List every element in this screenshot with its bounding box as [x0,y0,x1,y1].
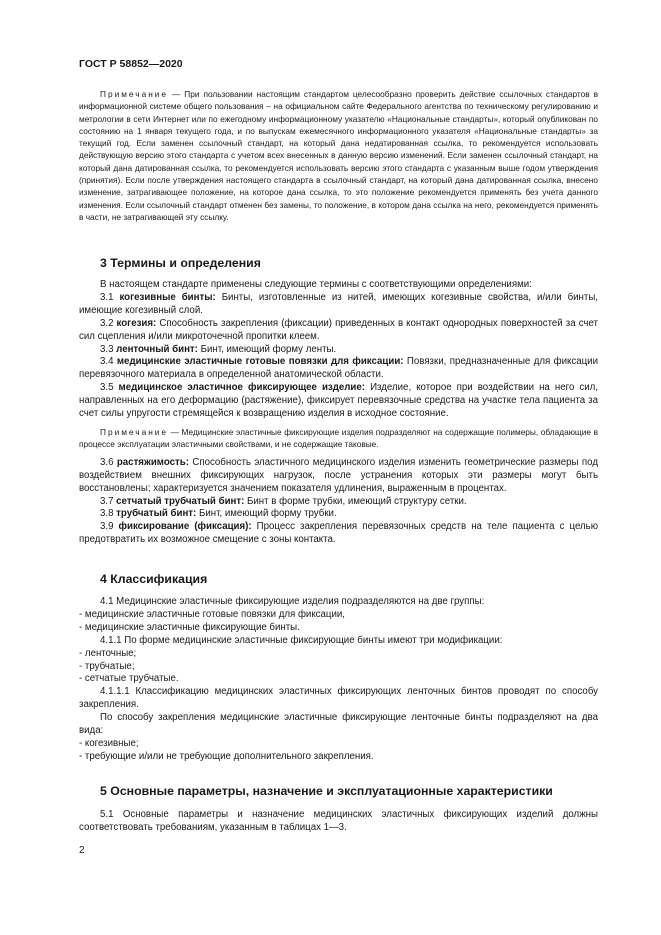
list-item: - когезивные; [79,737,139,749]
list-item: - сетчатые трубчатые. [79,673,179,685]
section-5-body [79,809,598,835]
term-3-2: 3.2 когезия: Способность закрепления (фиксации) приведенных в контакт однородных поверхностей за счет сил сцепления и/или микроточечной пропитки клеем. [79,317,598,342]
term-3-9: 3.9 фиксирование (фиксация): Процесс закрепления перевязочных средств на теле пациента с целью предотвратить их возможное смещение с зоны контакта. [79,521,598,546]
term-3-4: 3.4 медицинские эластичные готовые повязки для фиксации: Повязки, предназначенные для фиксации перевязочного материала в определенной анатомической области. [79,356,598,381]
section-3-heading: 3 Термины и определения [100,256,261,270]
section-4-body [79,596,598,764]
reference-note [79,88,598,223]
list-item: По способу закрепления медицинские эластичные фиксирующие ленточные бинты подразделяют на два вида: [79,712,598,737]
list-item: - требующие и/или не требующие дополнительного закрепления. [79,750,374,762]
term-3-8: 3.8 трубчатый бинт: Бинт, имеющий форму трубки. [100,508,337,520]
list-item: - медицинские эластичные фиксирующие бинты. [79,621,300,633]
section-4-heading: 4 Классификация [100,572,208,586]
term-3-1: 3.1 когезивные бинты: Бинты, изготовленные из нитей, имеющих когезивные свойства, и/или бинты, имеющие когезивный слой. [79,291,598,316]
list-item: 4.1.1 По форме медицинские эластичные фиксирующие бинты имеют три модификации: [100,634,503,646]
term-3-5: 3.5 медицинское эластичное фиксирующее изделие: Изделие, которое при воздействии на него сил, направленных на его деформацию (растяжение), фиксирует перевязочные средства на участке тела пациента за счет силы упругости стремящейся к возвращению изделия в исходное состояние. [79,382,598,420]
section-5-text: 5.1 Основные параметры и назначение медицинских эластичных фиксирующих изделий должны соответствовать требованиям, указанным в таблицах 1—3. [79,809,598,833]
term-note: Примечание — Медицинские эластичные фиксирующие изделия подразделяют на содержащие полимеры, обладающие в процессе эксплуатации эластичными свойствами, и не содержащие таковые. [79,426,598,449]
term-3-3: 3.3 ленточный бинт: Бинт, имеющий форму ленты. [100,343,337,355]
page-number: 2 [79,845,85,856]
list-item: - трубчатые; [79,660,135,672]
note-text: — При пользовании настоящим стандартом целесообразно проверить действие ссылочных стандартов в информационной системе общего пользования – на официальном сайте Федерального агентства по техническому регулированию и метрологии в сети Интернет или по ежегодному информационному указателю «Национальные стандарты», который опубликован по состоянию на 1 января текущего года, и по выпускам ежемесячного информационного указателя «Национальные стандарты» за текущий год. Если заменен ссылочный стандарт, на который дана недатированная ссылка, то рекомендуется использовать действующую версию этого стандарта с учетом всех внесенных в данную версию изменений. Если заменен ссылочный стандарт, на который дана датированная ссылка, то рекомендуется использовать версию этого стандарта с указанным выше годом утверждения (принятия). Если после утверждения настоящего стандарта в ссылочный стандарт, на который дана датированная ссылка, внесено изменение, затрагивающее положение, на которое дана ссылка, то это положение рекомендуется применять без учета данного изменения. Если ссылочный стандарт отменен без замены, то положение, в котором дана ссылка на него, рекомендуется применять в части, не затрагивающей эту ссылку. [79,89,598,222]
term-3-7: 3.7 сетчатый трубчатый бинт: Бинт в форме трубки, имеющий структуру сетки. [100,495,467,507]
list-item: 4.1.1.1 Классификацию медицинских эластичных фиксирующих ленточных бинтов проводят по способу закрепления. [79,686,598,711]
list-item: - медицинские эластичные готовые повязки для фиксации, [79,608,345,620]
section-3-intro: В настоящем стандарте применены следующие термины с соответствующими определениями: [100,279,532,290]
note-label: Примечание [100,89,169,99]
term-3-6: 3.6 растяжимость: Способность эластичного медицинского изделия изменить геометрические размеры под воздействием внешних фиксирующих нагрузок, после устранения которых эти размеры могут быть восстановлены; характеризуется значением показателя удлинения, выраженным в процентах. [79,456,598,494]
section-3-body [79,279,598,547]
list-item: - ленточные; [79,647,137,659]
standard-header: ГОСТ Р 58852—2020 [79,58,183,70]
section-5-heading: 5 Основные параметры, назначение и эксплуатационные характеристики [100,784,553,798]
list-item: 4.1 Медицинские эластичные фиксирующие изделия подразделяются на две группы: [100,596,485,607]
